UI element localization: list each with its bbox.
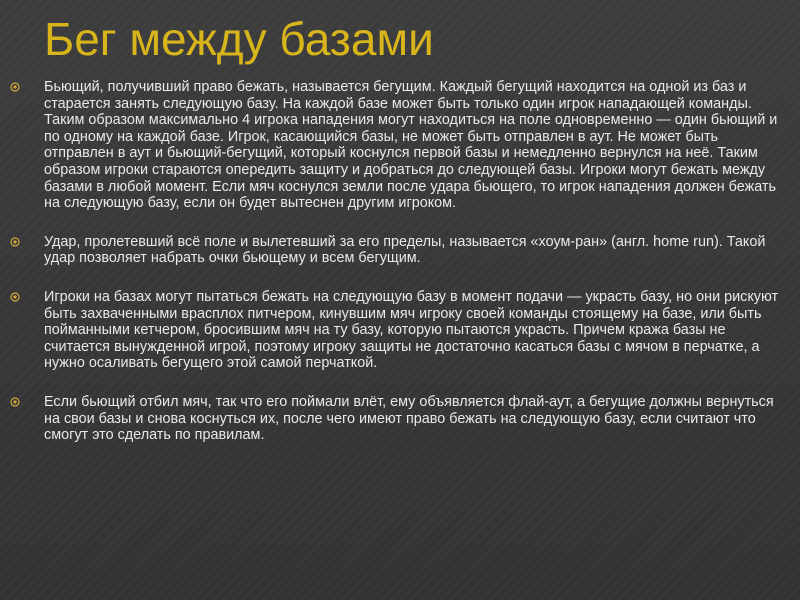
circle-bullet-icon — [10, 397, 20, 407]
circle-bullet-icon — [10, 292, 20, 302]
bullet-item — [10, 234, 780, 267]
slide-title: Бег между базами — [44, 13, 434, 65]
bullet-text: Удар, пролетевший всё поле и вылетевший за его пределы, называется «хоум-ран» (англ. home run). Такой удар позволяет набрать очки бьющему и всем бегущим. — [44, 233, 766, 267]
circle-bullet-icon — [10, 237, 20, 247]
bullet-text: Игроки на базах могут пытаться бежать на следующую базу в момент подачи — украсть базу, но они рискуют быть захваченными врасплох питчером, кинувшим мяч игроку своей команды стоящему на базе, или быть пойманными кетчером, бросившим мяч на ту базу, которую пытаются украсть. Причем кража базы не считается вынужденной игрой, поэтому игроку защиты не достаточно касаться базы с мячом в перчатке, а нужно осаливать бегущего этой самой перчаткой. — [44, 288, 779, 372]
bullet-item — [10, 289, 780, 372]
bullet-text: Бьющий, получивший право бежать, называется бегущим. Каждый бегущий находится на одной из баз и старается занять следующую базу. На каждой базе может быть только один игрок нападающей команды. Таким образом максимально 4 игрока нападения могут находиться на поле одновременно — один бьющий и по одному на каждой базе. Игрок, касающийся базы, не может быть отправлен в аут. Не может быть отправлен в аут и бьющий-бегущий, который коснулся первой базы и немедленно вернулся на неё. Таким образом игроки стараются опередить защиту и добраться до следующей базы. Игроки могут бежать между базами в любой момент. Если мяч коснулся земли после удара бьющего, то игрок нападения должен бежать на следующую базу, если он будет вытеснен другим игроком. — [44, 79, 778, 212]
bullet-item — [10, 79, 780, 212]
bullet-list — [10, 79, 780, 466]
bullet-text: Если бьющий отбил мяч, так что его поймали влёт, ему объявляется флай-аут, а бегущие должны вернуться на свои базы и снова коснуться их, после чего имеют право бежать на следующую базу, если считают что смогут это сделать по правилам. — [44, 393, 774, 444]
circle-bullet-icon — [10, 82, 20, 92]
bullet-item — [10, 394, 780, 444]
